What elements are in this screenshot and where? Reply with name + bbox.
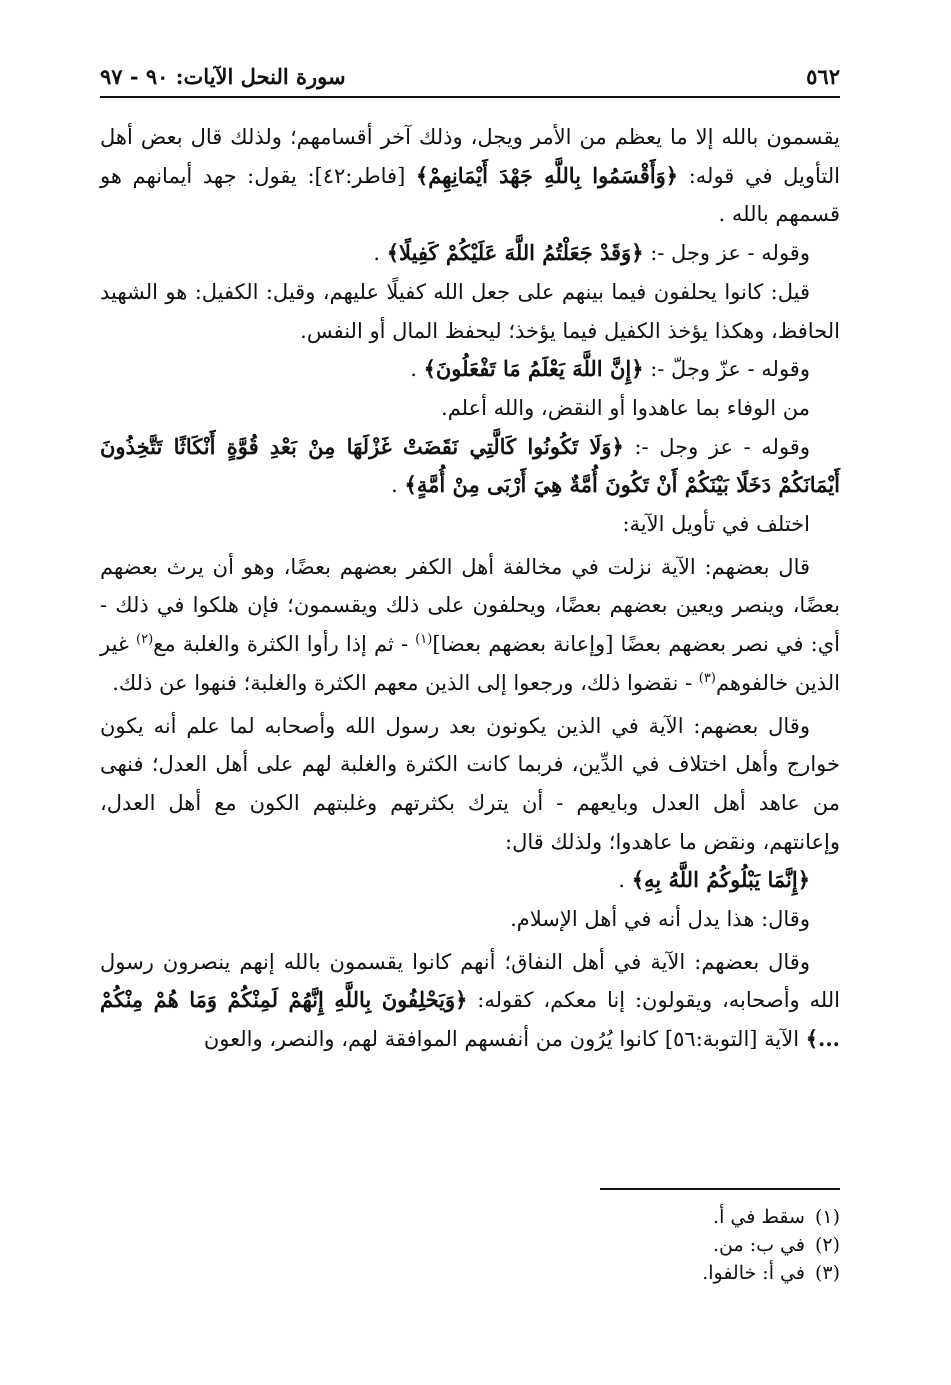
paragraph: وقال بعضهم: الآية في الذين يكونون بعد رسول الله وأصحابه لما علم أنه يكون خوارج وأهل اختلاف في الدِّين، فربما كانت الكثرة والغلبة لهم على أهل العدل؛ فنهى من عاهد أهل العدل وبايعهم - أن يترك بكثرتهم وغلبتهم الكون مع أهل العدل، وإعانتهم، ونقض ما عاهدوا؛ ولذلك قال: (100, 713, 840, 854)
paragraph: وقال: هذا يدل أنه في أهل الإسلام. (510, 907, 810, 932)
paragraph: قال بعضهم: الآية نزلت في مخالفة أهل الكفر بعضهم بعضًا، وهو أن يرث بعضهم بعضًا، وينصر ويعين بعضهم بعضًا، ويحلفون على ذلك ويقسمون؛ فإن هلكوا في ذلك - أي: في نصر بعضهم بعضًا [وإعانة بعضهم بعضا]$^{(١)}$ - ثم إذا رأوا الكثرة والغلبة مع$^{(٢)}$ غير الذين خالفوهم$^{(٣)}$ - نقضوا ذلك، ورجعوا إلى الذين معهم الكثرة والغلبة؛ فنهوا عن ذلك. (100, 554, 840, 695)
paragraph: وقوله - عز وجل -: ﴿وَقَدْ جَعَلْتُمُ اللَّهَ عَلَيْكُمْ كَفِيلًا﴾ . (373, 240, 810, 266)
quran-verse: ﴿وَلَا تَكُونُوا كَالَّتِي نَقَضَتْ غَزْلَهَا مِنْ بَعْدِ قُوَّةٍ أَنْكَاثًا تَتَّخِذُونَ أَيْمَانَكُمْ دَخَلًا بَيْنَكُمْ أَنْ تَكُونَ أُمَّةٌ هِيَ أَرْبَى مِنْ أُمَّةٍ﴾ (100, 433, 840, 498)
footnote-marker[interactable]: (١) (415, 632, 433, 648)
paragraph: وقال بعضهم: الآية في أهل النفاق؛ أنهم كانوا يقسمون بالله إنهم ينصرون رسول الله وأصحابه، ويقولون: إنا معكم، كقوله: ﴿وَيَحْلِفُونَ بِاللَّهِ إِنَّهُمْ لَمِنْكُمْ وَمَا هُمْ مِنْكُمْ ...﴾ الآية [التوبة:٥٦] كانوا يُرُون من أنفسهم الموافقة لهم، والنصر، والعون (100, 949, 840, 1052)
paragraph: ﴿إِنَّمَا يَبْلُوكُمُ اللَّهُ بِهِ﴾ . (618, 867, 810, 893)
paragraph: وقوله - عزّ وجلّ -: ﴿إِنَّ اللَّهَ يَعْلَمُ مَا تَفْعَلُونَ﴾ . (410, 356, 810, 382)
body-text (100, 118, 840, 1059)
quran-verse: ﴿وَيَحْلِفُونَ بِاللَّهِ إِنَّهُمْ لَمِنْكُمْ وَمَا هُمْ مِنْكُمْ ...﴾ (100, 987, 840, 1052)
paragraph: من الوفاء بما عاهدوا أو النقض، والله أعلم. (441, 395, 810, 420)
quran-verse: ﴿إِنَّمَا يَبْلُوكُمُ اللَّهُ بِهِ﴾ (631, 867, 810, 893)
page-header (100, 56, 840, 98)
footnotes (100, 1203, 840, 1287)
paragraph: يقسمون بالله إلا ما يعظم من الأمر ويجل، وذلك آخر أقسامهم؛ ولذلك قال بعض أهل التأويل في قوله: ﴿وَأَقْسَمُوا بِاللَّهِ جَهْدَ أَيْمَانِهِمْ﴾ [فاطر:٤٢]: يقول: جهد أيمانهم هو قسمهم بالله . (100, 125, 840, 227)
footnote: (١)سقط في أ. (713, 1206, 840, 1228)
footnote: (٢)في ب: من. (712, 1234, 840, 1256)
paragraph: قيل: كانوا يحلفون فيما بينهم على جعل الله كفيلًا عليهم، وقيل: الكفيل: هو الشهيد الحافظ، وهكذا يؤخذ الكفيل فيما يؤخذ؛ ليحفظ المال أو النفس. (100, 279, 840, 343)
paragraph: وقوله - عز وجل -: ﴿وَلَا تَكُونُوا كَالَّتِي نَقَضَتْ غَزْلَهَا مِنْ بَعْدِ قُوَّةٍ أَنْكَاثًا تَتَّخِذُونَ أَيْمَانَكُمْ دَخَلًا بَيْنَكُمْ أَنْ تَكُونَ أُمَّةٌ هِيَ أَرْبَى مِنْ أُمَّةٍ﴾ . (100, 433, 840, 498)
footnote-divider (600, 1188, 840, 1190)
footnote-marker[interactable]: (٣) (698, 670, 716, 686)
running-title: سورة النحل الآيات: ٩٠ - ٩٧ (100, 63, 346, 89)
quran-verse: ﴿وَقَدْ جَعَلْتُمُ اللَّهَ عَلَيْكُمْ كَفِيلًا﴾ (386, 240, 644, 266)
paragraph: اختلف في تأويل الآية: (622, 512, 810, 537)
quran-verse: ﴿إِنَّ اللَّهَ يَعْلَمُ مَا تَفْعَلُونَ﴾ (423, 356, 644, 382)
footnote-marker[interactable]: (٢) (136, 632, 154, 648)
page-number: ٥٦٢ (806, 63, 840, 89)
footnote: (٣)في أ: خالفوا. (702, 1262, 840, 1284)
quran-verse: ﴿وَأَقْسَمُوا بِاللَّهِ جَهْدَ أَيْمَانِهِمْ﴾ (415, 162, 679, 188)
